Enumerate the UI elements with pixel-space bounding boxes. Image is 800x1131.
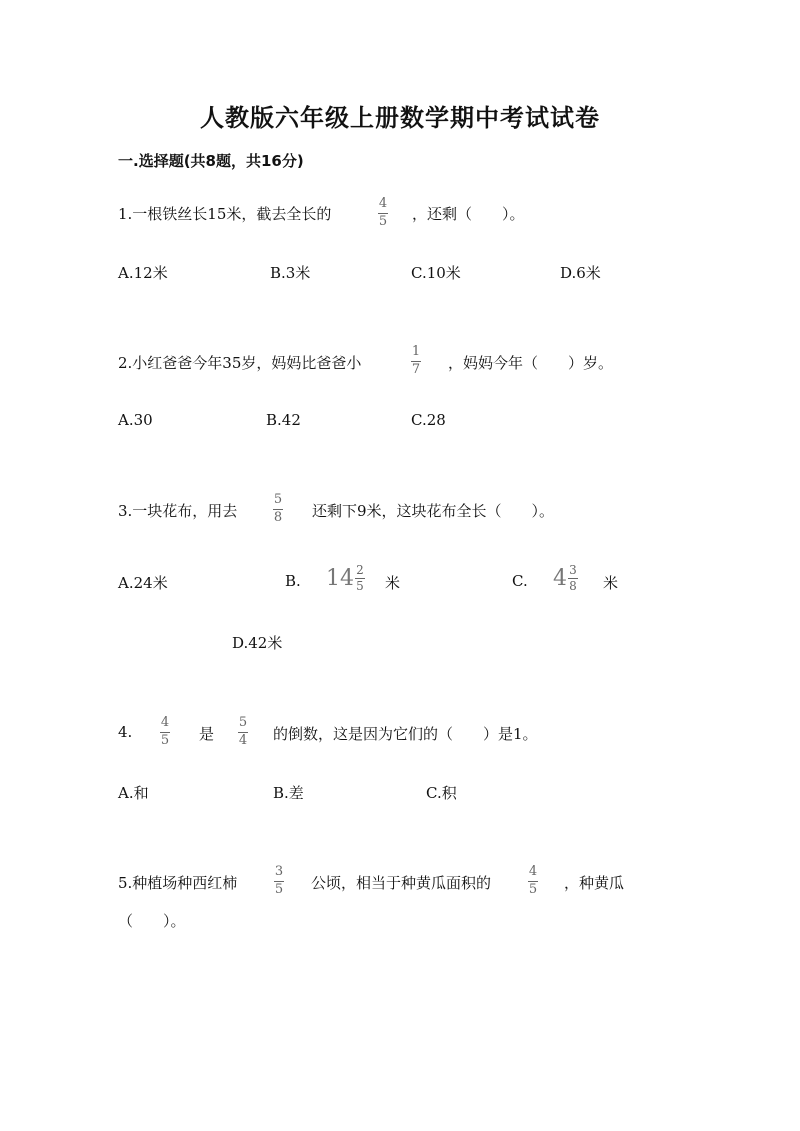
fraction-numerator: 4: [528, 864, 538, 879]
question-2-option-b: B.42: [266, 411, 301, 429]
fraction-denominator: 8: [273, 510, 283, 525]
fraction-denominator: 5: [528, 882, 538, 897]
fraction-numerator: 2: [356, 563, 364, 577]
question-4-option-b: B.差: [273, 784, 304, 802]
question-1-option-c: C.10米: [411, 264, 461, 282]
fraction-numerator: 5: [273, 492, 283, 507]
question-5-answer-blank: （ ）。: [118, 912, 186, 930]
question-1-option-d: D.6米: [560, 264, 601, 282]
mixed-whole: 4: [553, 565, 567, 591]
question-4-text-mid: 是: [199, 725, 215, 743]
question-4-fraction-2: [238, 716, 248, 748]
question-5-text: 5.种植场种西红柿: [118, 874, 238, 892]
question-3-option-d: D.42米: [232, 634, 283, 652]
question-1-option-b: B.3米: [270, 264, 311, 282]
fraction-numerator: 4: [160, 715, 170, 730]
mixed-fraction: [568, 564, 578, 592]
question-2-fraction: [411, 345, 421, 377]
fraction-denominator: 4: [238, 733, 248, 748]
question-5-text-end: ，种黄瓜: [564, 874, 625, 892]
mixed-fraction: [355, 564, 365, 592]
fraction-numerator: 1: [411, 344, 421, 359]
question-4-text-end: 的倒数，这是因为它们的（ ）是1。: [273, 725, 538, 743]
section-heading: 一.选择题(共8题，共16分): [118, 152, 304, 170]
fraction-numerator: 5: [238, 715, 248, 730]
question-2-text: 2.小红爸爸今年35岁，妈妈比爸爸小: [118, 354, 362, 372]
question-5-text-mid: 公顷，相当于种黄瓜面积的: [311, 874, 492, 892]
question-2-option-c: C.28: [411, 411, 446, 429]
question-3-option-b-unit: 米: [385, 574, 401, 592]
question-3-text: 3.一块花布，用去: [118, 502, 238, 520]
question-1-fraction: [378, 197, 388, 229]
question-3-option-c-mixed-number: [553, 564, 578, 592]
question-4-option-c: C.积: [426, 784, 457, 802]
question-3-option-a: A.24米: [118, 574, 168, 592]
question-2-text-end: ，妈妈今年（ ）岁。: [448, 354, 614, 372]
question-3-option-c-label: C.: [512, 572, 528, 590]
fraction-denominator: 5: [160, 733, 170, 748]
fraction-numerator: 4: [378, 196, 388, 211]
question-2-option-a: A.30: [118, 411, 153, 429]
question-3-text-end: 还剩下9米，这块花布全长（ ）。: [312, 502, 555, 520]
question-3-fraction: [273, 493, 283, 525]
mixed-whole: 14: [326, 565, 354, 591]
fraction-denominator: 5: [378, 214, 388, 229]
fraction-denominator: 5: [356, 579, 364, 593]
fraction-numerator: 3: [569, 563, 577, 577]
question-1-text: 1.一根铁丝长15米，截去全长的: [118, 205, 332, 223]
question-1-text-end: ，还剩（ ）。: [412, 205, 525, 223]
question-4-label: 4.: [118, 723, 133, 741]
question-3-option-b-label: B.: [285, 572, 301, 590]
question-5-fraction-1: [274, 865, 284, 897]
question-5-fraction-2: [528, 865, 538, 897]
question-3-option-c-unit: 米: [603, 574, 619, 592]
fraction-denominator: 5: [274, 882, 284, 897]
question-4-option-a: A.和: [118, 784, 149, 802]
question-3-option-b-mixed-number: [326, 564, 365, 592]
page-title: 人教版六年级上册数学期中考试试卷: [200, 104, 600, 132]
fraction-denominator: 7: [411, 362, 421, 377]
fraction-denominator: 8: [569, 579, 577, 593]
fraction-numerator: 3: [274, 864, 284, 879]
question-1-option-a: A.12米: [118, 264, 168, 282]
question-4-fraction-1: [160, 716, 170, 748]
